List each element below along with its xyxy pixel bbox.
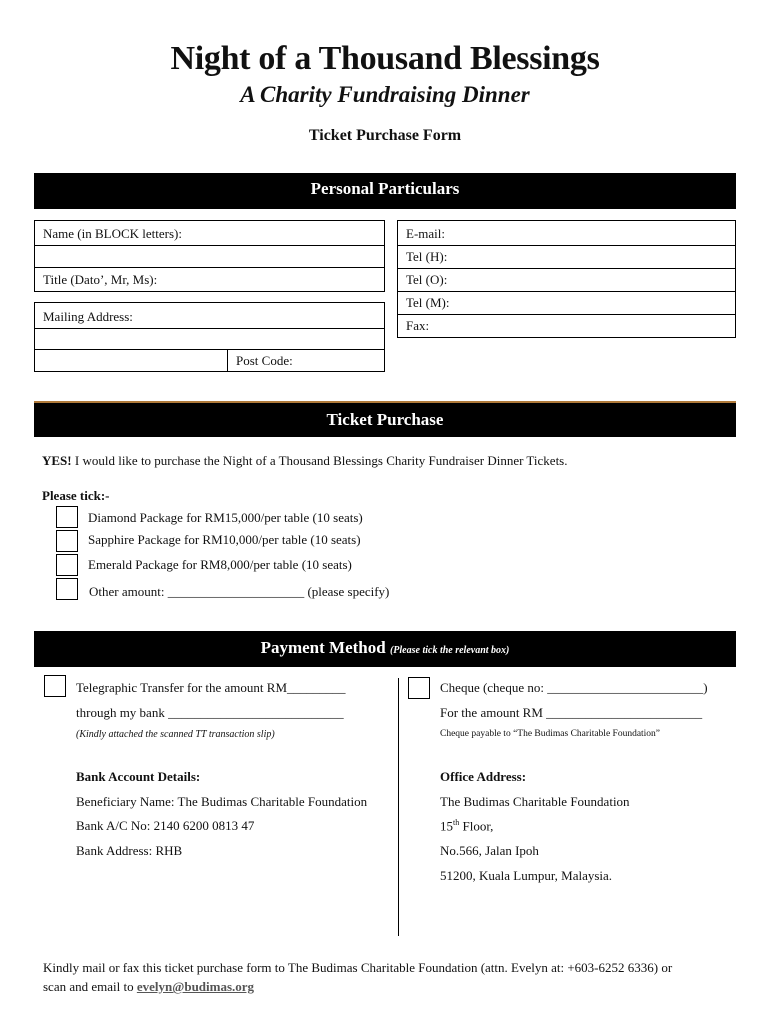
form-name: Ticket Purchase Form: [308, 127, 462, 144]
beneficiary-name: Beneficiary Name: The Budimas Charitable Foundation: [76, 794, 368, 809]
office-address-floor: [440, 818, 493, 834]
cheque-amount-line: For the amount RM ________________________: [440, 705, 703, 720]
office-address-city: 51200, Kuala Lumpur, Malaysia.: [440, 868, 613, 883]
payment-method-note: (Please tick the relevant box): [389, 645, 510, 656]
email-label: E-mail:: [406, 226, 445, 241]
other-amount-checkbox[interactable]: [56, 578, 78, 600]
bank-account-number: Bank A/C No: 2140 6200 0813 47: [76, 818, 255, 833]
personal-particulars-heading-text: Personal Particulars: [310, 179, 460, 198]
office-floor-suffix: th: [453, 818, 460, 827]
diamond-package-label: Diamond Package for RM15,000/per table (10 seats): [88, 510, 363, 525]
office-floor-number: 15: [440, 818, 453, 834]
bank-details-heading: Bank Account Details:: [76, 769, 201, 784]
postcode-label: Post Code:: [236, 353, 293, 368]
ticket-intro: [42, 453, 568, 469]
form-subtitle: A Charity Fundraising Dinner: [240, 82, 530, 107]
office-address-line: The Budimas Charitable Foundation: [440, 794, 630, 809]
name-label: Name (in BLOCK letters):: [43, 226, 182, 241]
tt-amount-line: Telegraphic Transfer for the amount RM_________: [76, 680, 346, 695]
please-tick-label: Please tick:-: [42, 488, 110, 503]
footer-email-line: [43, 979, 254, 995]
emerald-package-label: Emerald Package for RM8,000/per table (10 seats): [88, 557, 352, 572]
tt-bank-line: through my bank ___________________________: [76, 705, 344, 720]
tel-office-label: Tel (O):: [406, 272, 448, 287]
form-title: Night of a Thousand Blessings: [170, 40, 600, 77]
payment-method-heading-text: Payment Method: [260, 638, 386, 657]
fax-label: Fax:: [406, 318, 430, 333]
sapphire-package-label: Sapphire Package for RM10,000/per table (10 seats): [88, 532, 361, 547]
ticket-purchase-heading: [34, 401, 736, 437]
telegraphic-transfer-checkbox[interactable]: [44, 675, 66, 697]
ticket-purchase-heading-text: Ticket Purchase: [326, 410, 444, 429]
cheque-note: Cheque payable to “The Budimas Charitable Foundation”: [440, 729, 661, 739]
footer-email-prefix: scan and email to: [43, 979, 137, 994]
diamond-package-checkbox[interactable]: [56, 506, 78, 528]
mailing-address-field[interactable]: [35, 329, 384, 349]
tel-home-label: Tel (H):: [406, 249, 448, 264]
office-address-street: No.566, Jalan Ipoh: [440, 843, 539, 858]
name-title-box: [34, 220, 385, 292]
divider: [35, 267, 384, 268]
mailing-address-label: Mailing Address:: [43, 309, 133, 324]
sapphire-package-checkbox[interactable]: [56, 530, 78, 552]
name-field[interactable]: [35, 246, 384, 267]
ticket-intro-text: I would like to purchase the Night of a Thousand Blessings Charity Fundraiser Dinner Tickets.: [74, 453, 568, 468]
contact-email-link[interactable]: evelyn@budimas.org: [136, 979, 255, 994]
office-address-heading: Office Address:: [440, 769, 527, 784]
cheque-checkbox[interactable]: [408, 677, 430, 699]
payment-method-heading: [34, 631, 736, 667]
title-label: Title (Dato’, Mr, Ms):: [43, 272, 158, 287]
mailing-address-box: [34, 302, 385, 372]
emerald-package-checkbox[interactable]: [56, 554, 78, 576]
office-floor-text: Floor,: [459, 818, 494, 834]
cheque-number-line: Cheque (cheque no: ________________________): [440, 680, 708, 695]
tel-mobile-label: Tel (M):: [406, 295, 450, 310]
other-amount-label: Other amount: _____________________ (please specify): [89, 584, 390, 599]
contact-box: [397, 220, 736, 338]
payment-column-divider: [398, 678, 399, 936]
personal-particulars-heading: [34, 173, 736, 209]
footer-instructions: Kindly mail or fax this ticket purchase form to The Budimas Charitable Foundation (attn. Evelyn at: +603-6252 6336) or: [43, 960, 673, 975]
ticket-intro-yes: YES!: [42, 453, 72, 468]
tt-note: (Kindly attached the scanned TT transaction slip): [76, 729, 275, 740]
bank-address: Bank Address: RHB: [76, 843, 183, 858]
